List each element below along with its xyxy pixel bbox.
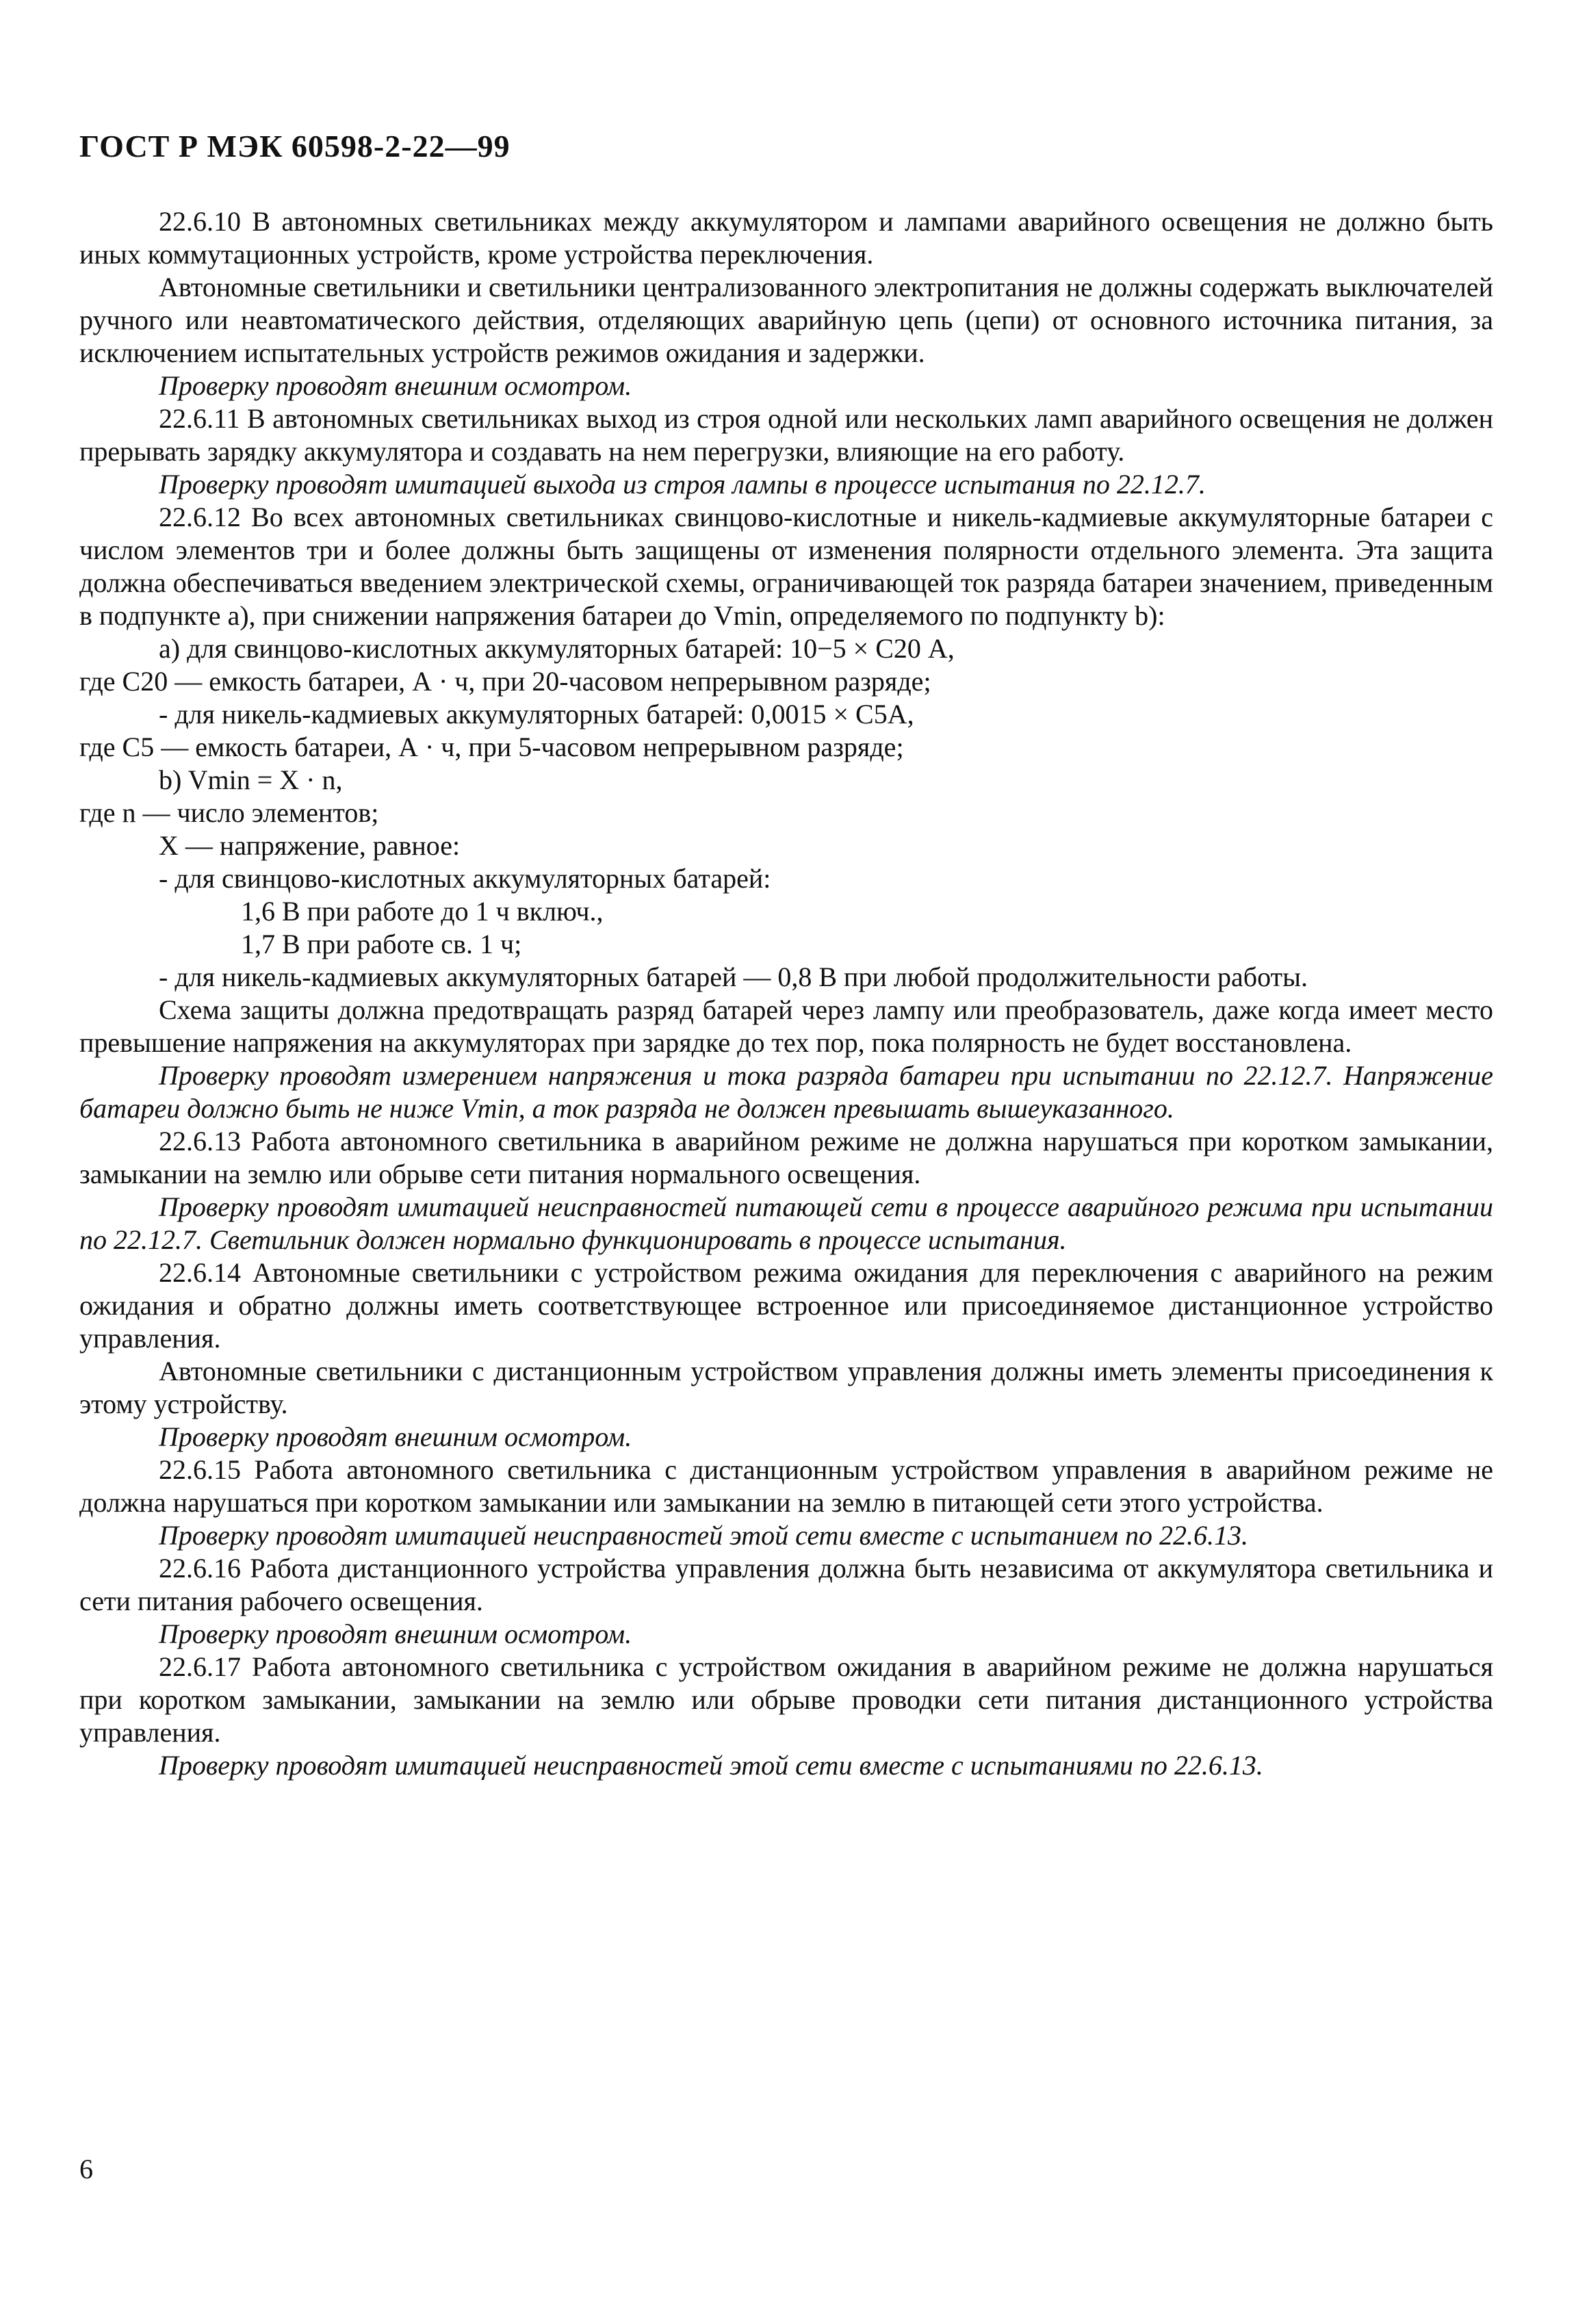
paragraph: Проверку проводят имитацией неисправностей этой сети вместе с испытаниями по 22.6.13.: [159, 1750, 1263, 1781]
paragraph: Проверку проводят имитацией выхода из строя лампы в процессе испытания по 22.12.7.: [159, 469, 1206, 500]
paragraph: 22.6.17 Работа автономного светильника с устройством ожидания в аварийном режиме не должна нарушаться при коротком замыкании, замыкании на землю или обрыве проводки сети питания дистанционного устройства управления.: [79, 1651, 1493, 1748]
paragraph: где C20 — емкость батареи, А · ч, при 20-часовом непрерывном разряде;: [79, 666, 931, 697]
paragraph: Проверку проводят внешним осмотром.: [159, 1618, 632, 1649]
page-number: 6: [79, 2154, 93, 2184]
paragraph: 22.6.11 В автономных светильниках выход из строя одной или нескольких ламп аварийного освещения не должен прерывать зарядку аккумулятора и создавать на нем перегрузки, влияющие на его работу.: [79, 403, 1493, 467]
page-header: ГОСТ Р МЭК 60598-2-22—99: [79, 129, 511, 164]
paragraph: 22.6.14 Автономные светильники с устройством режима ожидания для переключения с аварийного на режим ожидания и обратно должны иметь соответствующее встроенное или присоединяемое дистанционное устройство управления.: [79, 1257, 1493, 1354]
paragraph: b) Vmin = X · n,: [159, 764, 343, 795]
paragraph: где C5 — емкость батареи, А · ч, при 5-часовом непрерывном разряде;: [79, 732, 904, 762]
paragraph: Проверку проводят имитацией неисправностей питающей сети в процессе аварийного режима при испытании по 22.12.7. Светильник должен нормально функционировать в процессе испытания.: [79, 1191, 1493, 1255]
paragraph: Проверку проводят измерением напряжения и тока разряда батареи при испытании по 22.12.7. Напряжение батареи должно быть не ниже Vmin, а ток разряда не должен превышать вышеуказанного.: [79, 1060, 1493, 1124]
paragraph: Автономные светильники и светильники централизованного электропитания не должны содержать выключателей ручного или неавтоматического действия, отделяющих аварийную цепь (цепи) от основного источника питания, за исключением испытательных устройств режимов ожидания и задержки.: [79, 272, 1493, 368]
paragraph: - для никель-кадмиевых аккумуляторных батарей — 0,8 В при любой продолжительности работы.: [159, 961, 1308, 992]
paragraph: 1,6 В при работе до 1 ч включ.,: [241, 896, 604, 927]
paragraph: 22.6.15 Работа автономного светильника с дистанционным устройством управления в аварийном режиме не должна нарушаться при коротком замыкании или замыкании на землю в питающей сети этого устройства.: [79, 1454, 1493, 1518]
document-body: [79, 205, 1493, 1782]
paragraph: Проверку проводят внешним осмотром.: [159, 370, 632, 401]
paragraph: - для свинцово-кислотных аккумуляторных батарей:: [159, 863, 771, 894]
paragraph: а) для свинцово-кислотных аккумуляторных батарей: 10−5 × C20 А,: [159, 633, 955, 664]
paragraph: 1,7 В при работе св. 1 ч;: [241, 929, 522, 959]
paragraph: 22.6.16 Работа дистанционного устройства управления должна быть независима от аккумулятора светильника и сети питания рабочего освещения.: [79, 1553, 1493, 1616]
paragraph: Схема защиты должна предотвращать разряд батарей через лампу или преобразователь, даже когда имеет место превышение напряжения на аккумуляторах при зарядке до тех пор, пока полярность не будет восстановлена.: [79, 994, 1493, 1058]
paragraph: Проверку проводят внешним осмотром.: [159, 1421, 632, 1452]
paragraph: 22.6.13 Работа автономного светильника в аварийном режиме не должна нарушаться при коротком замыкании, замыкании на землю или обрыве сети питания нормального освещения.: [79, 1126, 1493, 1189]
paragraph: 22.6.10 В автономных светильниках между аккумулятором и лампами аварийного освещения не должно быть иных коммутационных устройств, кроме устройства переключения.: [79, 206, 1493, 270]
paragraph: где n — число элементов;: [79, 797, 379, 828]
paragraph: X — напряжение, равное:: [159, 830, 461, 861]
paragraph: Проверку проводят имитацией неисправностей этой сети вместе с испытанием по 22.6.13.: [159, 1520, 1249, 1551]
paragraph: - для никель-кадмиевых аккумуляторных батарей: 0,0015 × C5А,: [159, 699, 914, 730]
paragraph: 22.6.12 Во всех автономных светильниках свинцово-кислотные и никель-кадмиевые аккумуляторные батареи с числом элементов три и более должны быть защищены от изменения полярности отдельного элемента. Эта защита должна обеспечиваться введением электрической схемы, ограничивающей ток разряда батареи значением, приведенным в подпункте а), при снижении напряжения батареи до Vmin, определяемого по подпункту b):: [79, 502, 1493, 631]
paragraph: Автономные светильники с дистанционным устройством управления должны иметь элементы присоединения к этому устройству.: [79, 1356, 1493, 1419]
